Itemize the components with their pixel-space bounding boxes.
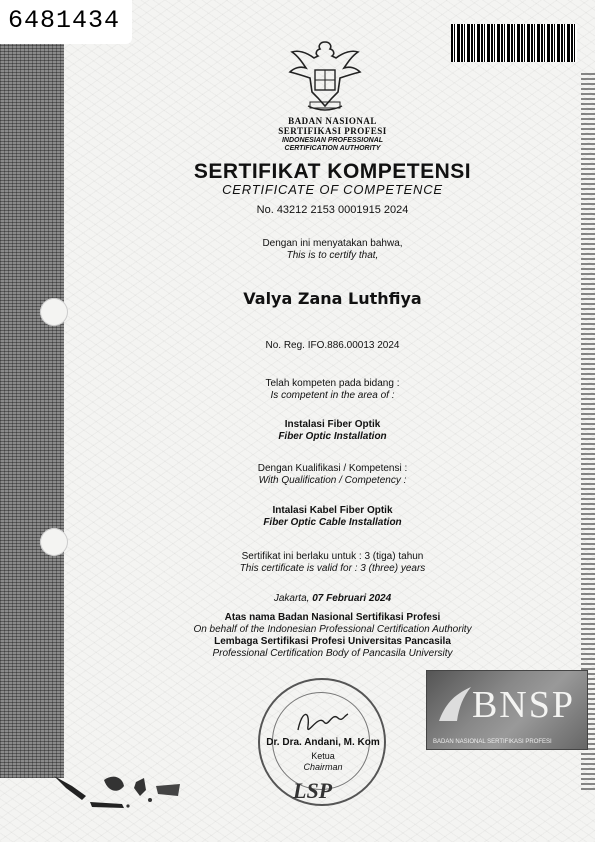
issue-place-date bbox=[80, 593, 585, 604]
issue-place: Jakarta, bbox=[273, 593, 313, 604]
issue-date: 07 Februari 2024 bbox=[312, 593, 392, 604]
authority-name-en-1: INDONESIAN PROFESSIONAL bbox=[281, 137, 384, 144]
competency-area-id: Instalasi Fiber Optik bbox=[284, 419, 381, 430]
declaration-en: This is to certify that, bbox=[286, 250, 379, 261]
holder-name: Valya Zana Luthfiya bbox=[243, 289, 422, 308]
issuing-body-en: Professional Certification Body of Pancasila University bbox=[212, 648, 453, 659]
authority-name-id-2: SERTIFIKASI PROFESI bbox=[278, 126, 387, 136]
competent-label-en: Is competent in the area of : bbox=[270, 390, 395, 401]
bnsp-bird-icon bbox=[435, 681, 475, 727]
authority-name-en-2: CERTIFICATION AUTHORITY bbox=[284, 145, 381, 152]
qualification-en: Fiber Optic Cable Installation bbox=[263, 517, 402, 528]
signature-icon bbox=[294, 704, 350, 740]
serial-number: 6481434 bbox=[8, 6, 121, 35]
issuing-body-id: Lembaga Sertifikasi Profesi Universitas Pancasila bbox=[214, 636, 451, 647]
bnsp-logo-subtitle: BADAN NASIONAL SERTIFIKASI PROFESI bbox=[433, 739, 552, 745]
authority-name-id-1: BADAN NASIONAL bbox=[288, 116, 377, 126]
title-id: SERTIFIKAT KOMPETENSI bbox=[193, 160, 472, 183]
certificate-number: No. 43212 2153 0001915 2024 bbox=[256, 204, 409, 216]
left-security-band bbox=[0, 38, 64, 778]
punch-hole bbox=[40, 528, 68, 556]
qualification-label-en: With Qualification / Competency : bbox=[258, 475, 407, 486]
registration-number: No. Reg. IFO.886.00013 2024 bbox=[265, 340, 400, 351]
competent-label-id: Telah kompeten pada bidang : bbox=[265, 378, 400, 389]
bnsp-logo bbox=[426, 670, 588, 750]
behalf-id: Atas nama Badan Nasional Sertifikasi Profesi bbox=[224, 612, 441, 623]
behalf-en: On behalf of the Indonesian Professional Certification Authority bbox=[193, 624, 472, 635]
garuda-emblem-icon bbox=[288, 36, 362, 116]
competency-area-en: Fiber Optic Installation bbox=[278, 431, 387, 442]
qualification-label-id: Dengan Kualifikasi / Kompetensi : bbox=[257, 463, 408, 474]
indonesia-map-icon bbox=[52, 766, 184, 814]
bnsp-logo-text: BNSP bbox=[471, 684, 575, 726]
punch-hole bbox=[40, 298, 68, 326]
validity-en: This certificate is valid for : 3 (three) years bbox=[239, 563, 426, 574]
signer-name: Dr. Dra. Andani, M. Kom bbox=[266, 737, 380, 748]
serial-box bbox=[0, 0, 132, 44]
seal-text: LSP bbox=[293, 778, 333, 803]
validity-id: Sertifikat ini berlaku untuk : 3 (tiga) tahun bbox=[241, 551, 424, 562]
signer-role-id: Ketua bbox=[311, 751, 335, 761]
declaration-id: Dengan ini menyatakan bahwa, bbox=[262, 238, 403, 249]
title-en: CERTIFICATE OF COMPETENCE bbox=[222, 182, 443, 197]
qualification-id: Intalasi Kabel Fiber Optik bbox=[272, 505, 393, 516]
signer-role-en: Chairman bbox=[303, 762, 343, 772]
barcode bbox=[451, 24, 577, 62]
